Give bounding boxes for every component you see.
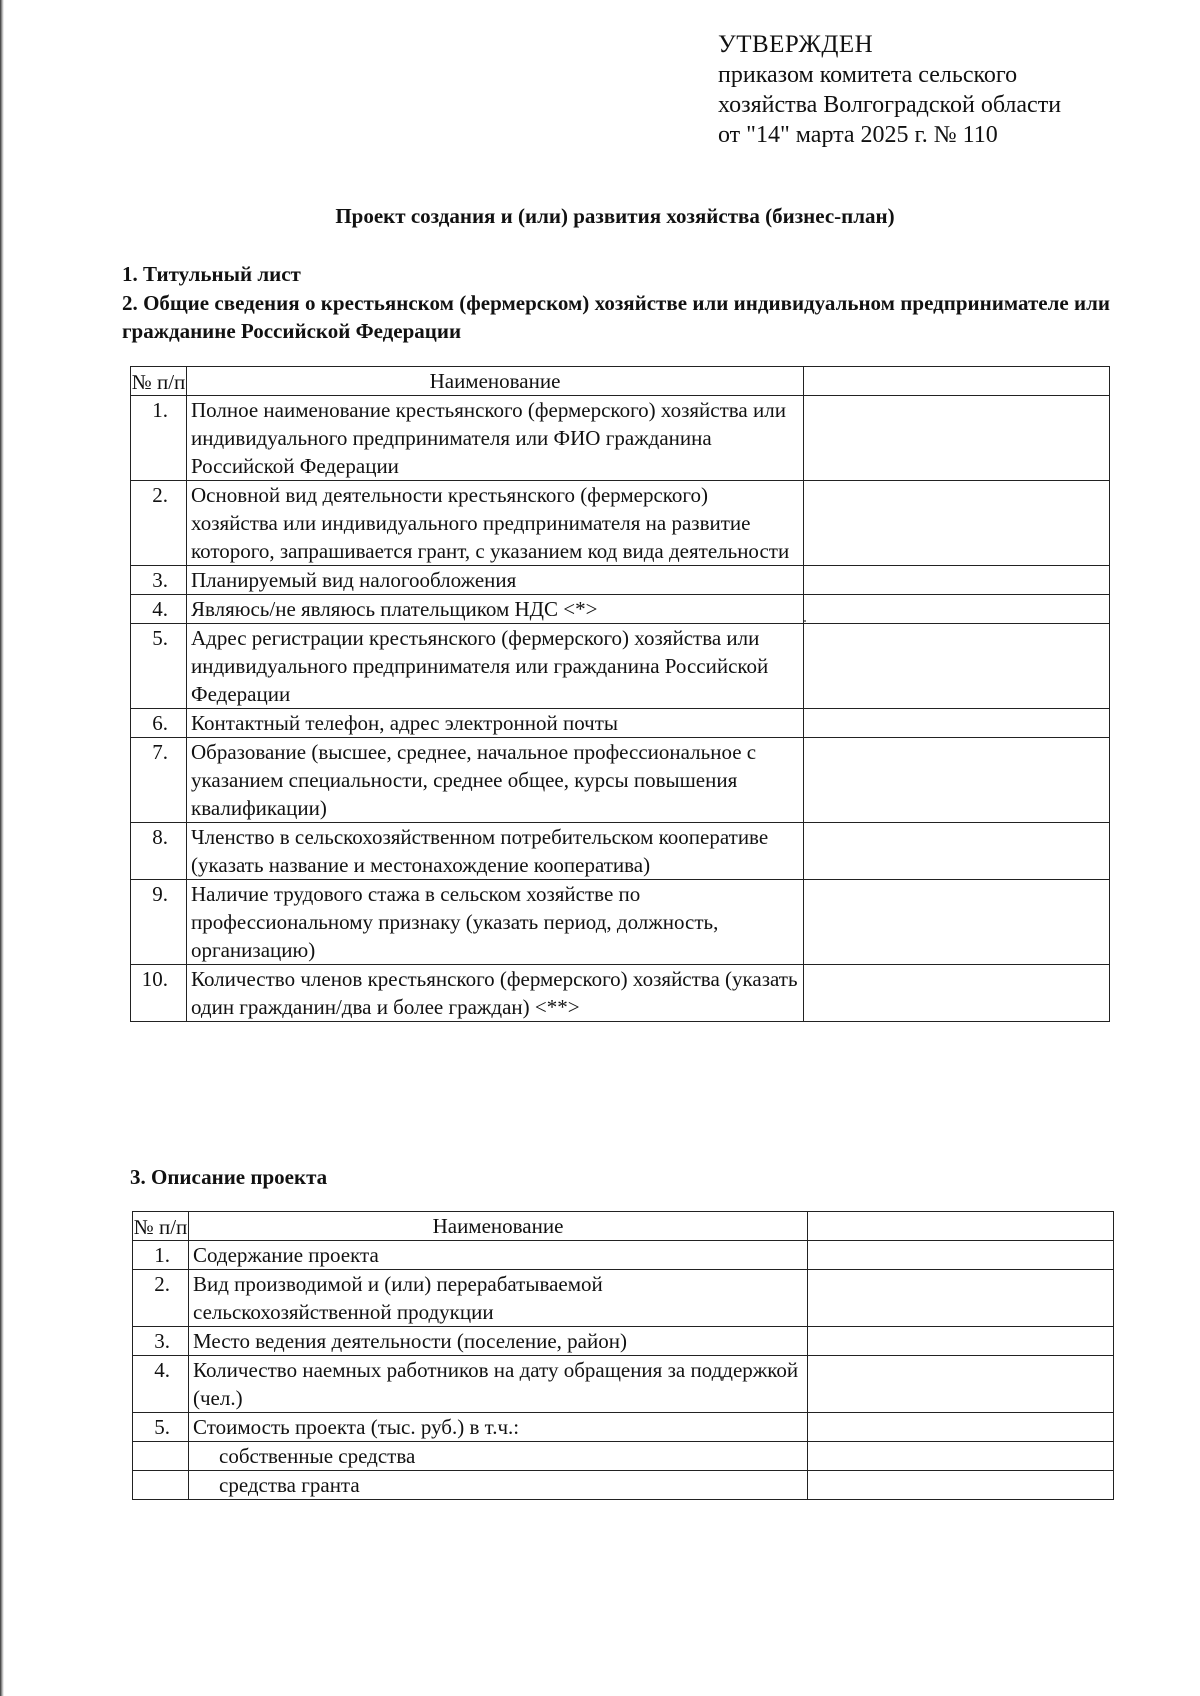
- header-name-cell: Наименование: [189, 1212, 808, 1241]
- row-name: Количество наемных работников на дату обращения за поддержкой (чел.): [189, 1356, 808, 1413]
- approval-line: приказом комитета сельского: [718, 62, 1018, 88]
- header-num-cell: № п/п: [131, 367, 187, 396]
- row-name: собственные средства: [189, 1442, 808, 1471]
- scan-edge: [0, 0, 4, 1696]
- approval-heading: УТВЕРЖДЕН: [718, 31, 874, 58]
- table-row: [131, 709, 1110, 738]
- row-value[interactable]: [808, 1413, 1114, 1442]
- row-num: 2.: [131, 481, 187, 566]
- header-value-cell: [808, 1212, 1114, 1241]
- row-num: 3.: [133, 1327, 189, 1356]
- row-num: 10.: [131, 965, 187, 1022]
- table-row: [131, 738, 1110, 823]
- row-name: Наличие трудового стажа в сельском хозяйстве по профессиональному признаку (указать период, должность, организацию): [187, 880, 804, 965]
- row-num: 2.: [133, 1270, 189, 1327]
- row-value[interactable]: [804, 595, 1110, 624]
- row-num: 3.: [131, 566, 187, 595]
- section-2-heading: 2. Общие сведения о крестьянском (фермерском) хозяйстве или индивидуальном предпринимателе или гражданине Российской Федерации: [122, 291, 1110, 343]
- table-row: [131, 595, 1110, 624]
- row-value[interactable]: [804, 880, 1110, 965]
- header-value-cell: [804, 367, 1110, 396]
- table-header-row: [133, 1212, 1114, 1241]
- row-name: Содержание проекта: [189, 1241, 808, 1270]
- row-name: Место ведения деятельности (поселение, район): [189, 1327, 808, 1356]
- approval-line: хозяйства Волгоградской области: [718, 92, 1062, 118]
- table-row: [131, 965, 1110, 1022]
- row-num: 4.: [131, 595, 187, 624]
- row-value[interactable]: [804, 566, 1110, 595]
- row-name: Членство в сельскохозяйственном потребительском кооперативе (указать название и местонахождение кооператива): [187, 823, 804, 880]
- general-info-table: [130, 366, 1110, 1022]
- row-name: Количество членов крестьянского (фермерского) хозяйства (указать один гражданин/два и более граждан) <**>: [187, 965, 804, 1022]
- table-row: [133, 1442, 1114, 1471]
- row-num: 5.: [133, 1413, 189, 1442]
- table-row: [131, 624, 1110, 709]
- row-value[interactable]: [804, 709, 1110, 738]
- scan-speck: [804, 620, 806, 622]
- row-name: Контактный телефон, адрес электронной почты: [187, 709, 804, 738]
- table-row: [131, 481, 1110, 566]
- project-description-table: [132, 1211, 1114, 1500]
- approval-stamp: [718, 30, 1061, 150]
- row-num: [133, 1471, 189, 1500]
- row-name: Планируемый вид налогообложения: [187, 566, 804, 595]
- table-row: [131, 396, 1110, 481]
- row-value[interactable]: [804, 624, 1110, 709]
- row-value[interactable]: [804, 965, 1110, 1022]
- header-num-cell: № п/п: [133, 1212, 189, 1241]
- table-row: [133, 1270, 1114, 1327]
- table-row: [133, 1356, 1114, 1413]
- row-name: Стоимость проекта (тыс. руб.) в т.ч.:: [189, 1413, 808, 1442]
- table-row: [131, 880, 1110, 965]
- row-name: Вид производимой и (или) перерабатываемой сельскохозяйственной продукции: [189, 1270, 808, 1327]
- row-num: 6.: [131, 709, 187, 738]
- row-value[interactable]: [804, 481, 1110, 566]
- row-value[interactable]: [808, 1471, 1114, 1500]
- row-value[interactable]: [808, 1442, 1114, 1471]
- row-num: 5.: [131, 624, 187, 709]
- row-num: 9.: [131, 880, 187, 965]
- table-row: [133, 1471, 1114, 1500]
- row-name: Основной вид деятельности крестьянского (фермерского) хозяйства или индивидуального предпринимателя на развитие которого, запрашивается грант, с указанием код вида деятельности: [187, 481, 804, 566]
- table-row: [133, 1241, 1114, 1270]
- row-name: Являюсь/не являюсь плательщиком НДС <*>: [187, 595, 804, 624]
- table-row: [133, 1327, 1114, 1356]
- row-value[interactable]: [804, 738, 1110, 823]
- row-value[interactable]: [804, 823, 1110, 880]
- row-value[interactable]: [808, 1327, 1114, 1356]
- header-name-cell: Наименование: [187, 367, 804, 396]
- row-name: Полное наименование крестьянского (фермерского) хозяйства или индивидуального предпринимателя или ФИО гражданина Российской Федерации: [187, 396, 804, 481]
- table-row: [133, 1413, 1114, 1442]
- document-title: Проект создания и (или) развития хозяйства (бизнес-план): [335, 204, 895, 228]
- row-name: Адрес регистрации крестьянского (фермерского) хозяйства или индивидуального предпринимателя или гражданина Российской Федерации: [187, 624, 804, 709]
- row-num: 1.: [133, 1241, 189, 1270]
- section-3-heading: 3. Описание проекта: [130, 1165, 328, 1189]
- row-name: средства гранта: [189, 1471, 808, 1500]
- row-value[interactable]: [808, 1241, 1114, 1270]
- row-value[interactable]: [808, 1270, 1114, 1327]
- table-row: [131, 823, 1110, 880]
- row-name: Образование (высшее, среднее, начальное профессиональное с указанием специальности, среднее общее, курсы повышения квалификации): [187, 738, 804, 823]
- row-num: 4.: [133, 1356, 189, 1413]
- row-num: [133, 1442, 189, 1471]
- row-num: 7.: [131, 738, 187, 823]
- approval-line: от "14" марта 2025 г. № 110: [718, 122, 998, 148]
- table-row: [131, 566, 1110, 595]
- section-1-heading: 1. Титульный лист: [122, 262, 301, 286]
- row-value[interactable]: [808, 1356, 1114, 1413]
- row-value[interactable]: [804, 396, 1110, 481]
- row-num: 8.: [131, 823, 187, 880]
- table-header-row: [131, 367, 1110, 396]
- row-num: 1.: [131, 396, 187, 481]
